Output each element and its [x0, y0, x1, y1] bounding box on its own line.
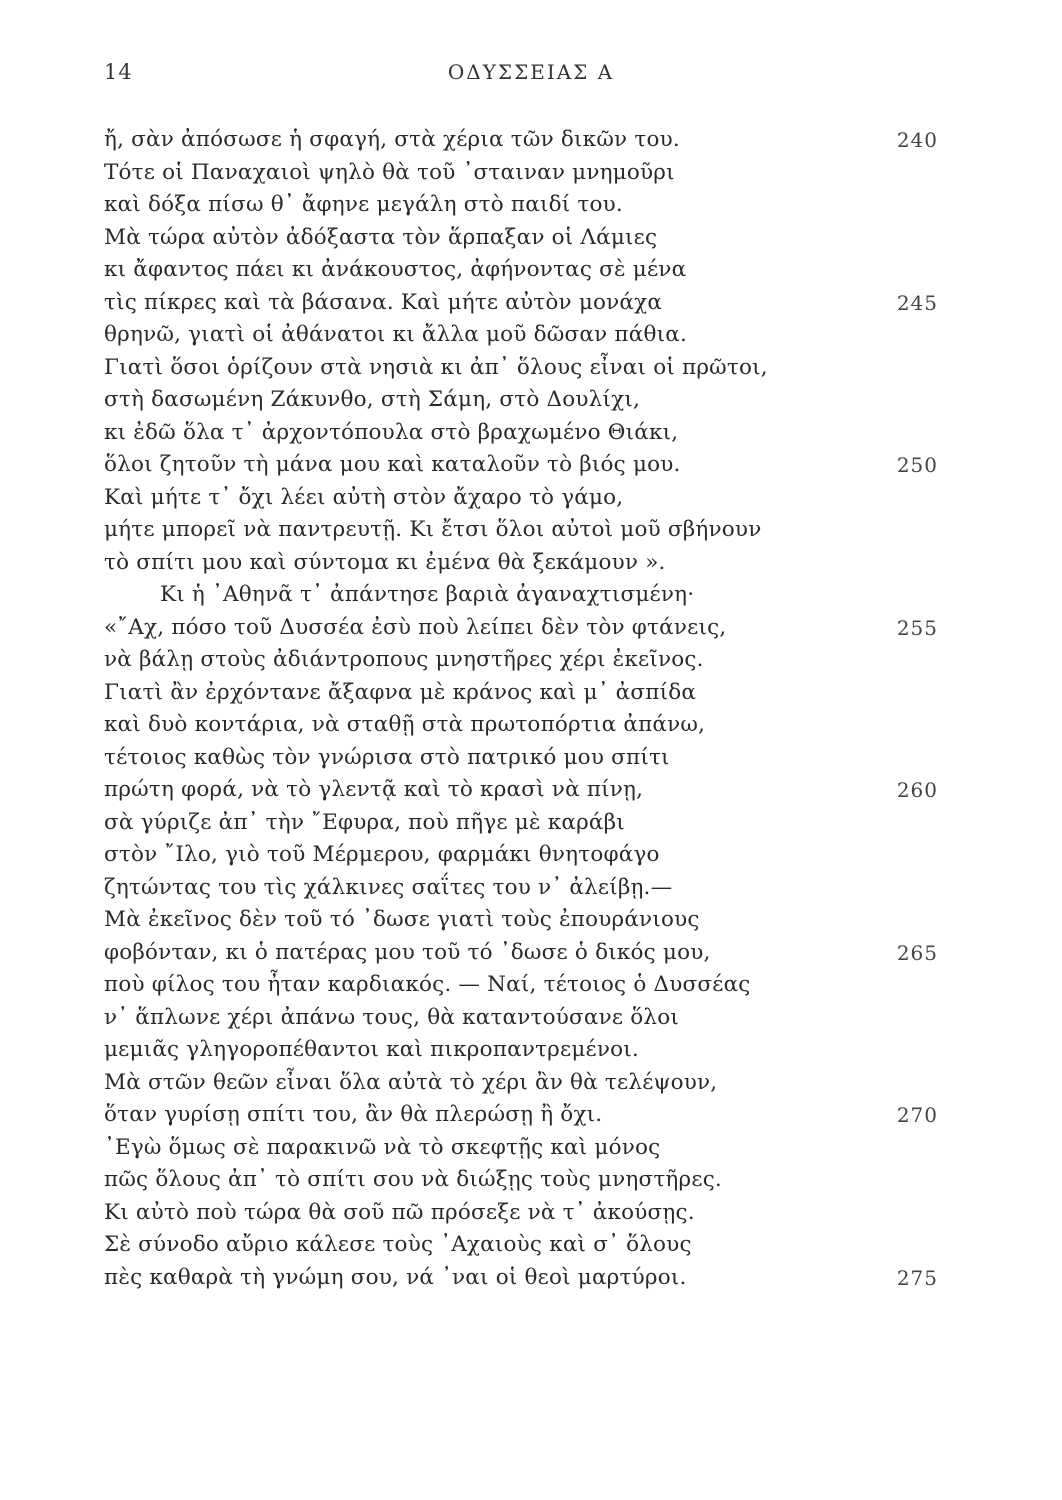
verse-text: κι ἄφαντος πάει κι ἀνάκουστος, ἀφήνοντας σὲ μένα	[104, 257, 687, 282]
verse-text: νὰ βάλῃ στοὺς ἀδιάντροπους μνηστῆρες χέρι ἐκεῖνος.	[104, 647, 704, 672]
verse-line	[104, 157, 944, 190]
verse-line	[104, 1034, 944, 1067]
verse-line	[104, 482, 944, 515]
verse-text: τὸ σπίτι μου καὶ σύντομα κι ἐμένα θὰ ξεκάμουν ».	[104, 549, 666, 575]
verse-line	[104, 1197, 944, 1230]
verse-text: Γιατὶ ὅσοι ὁρίζουν στὰ νησιὰ κι ἀπ᾽ ὅλους εἶναι οἱ πρῶτοι,	[104, 354, 768, 380]
line-number: 240	[896, 128, 938, 152]
verse-text: Γιατὶ ἂν ἐρχόντανε ἄξαφνα μὲ κράνος καὶ μ᾽ ἀσπίδα	[104, 679, 697, 705]
verse-text: Κι αὐτὸ ποὺ τώρα θὰ σοῦ πῶ πρόσεξε νὰ τ᾽ ἀκούσῃς.	[104, 1199, 695, 1225]
book-title: ΟΔΥΣΣΕΙΑΣ Α	[447, 60, 615, 84]
verse-text: μήτε μπορεῖ νὰ παντρευτῇ. Κι ἔτσι ὅλοι αὐτοὶ μοῦ σβήνουν	[104, 517, 762, 542]
line-number: 275	[896, 1265, 938, 1290]
verse-text: τέτοιος καθὼς τὸν γνώρισα στὸ πατρικό μου σπίτι	[104, 744, 670, 770]
page-number: 14	[104, 60, 133, 84]
verse-line	[104, 742, 944, 775]
verse-line	[104, 547, 944, 580]
verse-line	[104, 417, 944, 450]
verse-text: Κι ἡ ᾽Αθηνᾶ τ᾽ ἀπάντησε βαριὰ ἀγαναχτισμένη·	[160, 582, 695, 607]
verse-text: καὶ δυὸ κοντάρια, νὰ σταθῇ στὰ πρωτοπόρτια ἀπάνω,	[104, 712, 706, 737]
verse-text: μεμιᾶς γληγοροπέθαντοι καὶ πικροπαντρεμένοι.	[104, 1037, 639, 1062]
verse-text: Τότε οἱ Παναχαιοὶ ψηλὸ θὰ τοῦ ᾽σταιναν μνημοῦρι	[104, 159, 675, 185]
verse-line	[104, 384, 944, 417]
verse-text: Σὲ σύνοδο αὔριο κάλεσε τοὺς ᾽Αχαιοὺς καὶ σ᾽ ὅλους	[104, 1232, 692, 1257]
verse-line	[104, 1164, 944, 1197]
verse-text: καὶ δόξα πίσω θ᾽ ἄφηνε μεγάλη στὸ παιδί του.	[104, 192, 623, 217]
verse-line	[104, 287, 944, 320]
verse-line	[104, 449, 944, 482]
verse-text: στὸν ῎Ιλο, γιὸ τοῦ Μέρμερου, φαρμάκι θνητοφάγο	[104, 842, 660, 867]
verse-text: φοβόνταν, κι ὁ πατέρας μου τοῦ τό ᾽δωσε ὁ δικός μου,	[104, 939, 711, 965]
verse-line	[104, 222, 944, 255]
verse-line	[104, 969, 944, 1002]
verse-text: πρώτη φορά, νὰ τὸ γλεντᾷ καὶ τὸ κρασὶ νὰ πίνῃ,	[104, 777, 644, 802]
verse-text: τὶς πίκρες καὶ τὰ βάσανα. Καὶ μήτε αὐτὸν μονάχα	[104, 289, 663, 315]
verse-text: πῶς ὅλους ἀπ᾽ τὸ σπίτι σου νὰ διώξῃς τοὺς μνηστῆρες.	[104, 1167, 722, 1192]
line-number: 265	[896, 940, 938, 965]
verse-line	[104, 774, 944, 807]
verse-line	[104, 1099, 944, 1132]
verse-block	[104, 124, 944, 1294]
line-number: 245	[896, 290, 938, 315]
verse-text: Μὰ στῶν θεῶν εἶναι ὅλα αὐτὰ τὸ χέρι ἂν θὰ τελέψουν,	[104, 1069, 718, 1095]
verse-text: σὰ γύριζε ἀπ᾽ τὴν ῎Εφυρα, ποὺ πῆγε μὲ καράβι	[104, 809, 625, 835]
verse-line	[104, 124, 944, 157]
line-number: 250	[896, 453, 938, 477]
verse-line	[104, 709, 944, 742]
verse-line	[104, 644, 944, 677]
verse-text: ὅταν γυρίσῃ σπίτι του, ἂν θὰ πλερώσῃ ἢ ὄχι.	[104, 1102, 603, 1127]
verse-line	[104, 254, 944, 287]
verse-line	[104, 839, 944, 872]
verse-line	[104, 872, 944, 905]
verse-line	[104, 579, 944, 612]
verse-text: ὅλοι ζητοῦν τὴ μάνα μου καὶ καταλοῦν τὸ βιός μου.	[104, 452, 681, 477]
running-head	[0, 60, 1062, 90]
verse-text: Καὶ μήτε τ᾽ ὄχι λέει αὐτὴ στὸν ἄχαρο τὸ γάμο,	[104, 484, 624, 510]
verse-line	[104, 1067, 944, 1100]
line-number: 270	[896, 1103, 938, 1127]
verse-line	[104, 319, 944, 352]
line-number: 255	[896, 615, 938, 640]
verse-line	[104, 1262, 944, 1295]
verse-line	[104, 612, 944, 645]
verse-text: πὲς καθαρὰ τὴ γνώμη σου, νά ᾽ναι οἱ θεοὶ μαρτύροι.	[104, 1264, 687, 1290]
verse-line	[104, 1002, 944, 1035]
verse-line	[104, 904, 944, 937]
verse-text: ν᾽ ἅπλωνε χέρι ἀπάνω τους, θὰ καταντούσανε ὅλοι	[104, 1004, 680, 1030]
verse-text: στὴ δασωμένη Ζάκυνθο, στὴ Σάμη, στὸ Δουλίχι,	[104, 387, 641, 412]
verse-line	[104, 677, 944, 710]
verse-text: ἤ, σὰν ἀπόσωσε ἡ σφαγή, στὰ χέρια τῶν δικῶν του.	[104, 127, 680, 152]
verse-line	[104, 807, 944, 840]
verse-text: Μὰ ἐκεῖνος δὲν τοῦ τό ᾽δωσε γιατὶ τοὺς ἐπουράνιους	[104, 907, 700, 932]
verse-line	[104, 352, 944, 385]
verse-line	[104, 514, 944, 547]
line-number: 260	[896, 778, 938, 802]
verse-text: ποὺ φίλος του ἦταν καρδιακός. — Ναί, τέτοιος ὁ Δυσσέας	[104, 972, 751, 997]
verse-line	[104, 937, 944, 970]
verse-line	[104, 1229, 944, 1262]
verse-text: ᾽Εγὼ ὅμως σὲ παρακινῶ νὰ τὸ σκεφτῇς καὶ μόνος	[104, 1134, 661, 1160]
verse-text: ζητώντας του τὶς χάλκινες σαΐτες του ν᾽ ἀλείβῃ.—	[104, 874, 673, 900]
verse-text: θρηνῶ, γιατὶ οἱ ἀθάνατοι κι ἄλλα μοῦ δῶσαν πάθια.	[104, 322, 687, 347]
verse-line	[104, 189, 944, 222]
verse-text: Μὰ τώρα αὐτὸν ἀδόξαστα τὸν ἅρπαξαν οἱ Λάμιες	[104, 224, 658, 250]
verse-text: κι ἐδῶ ὅλα τ᾽ ἀρχοντόπουλα στὸ βραχωμένο Θιάκι,	[104, 419, 679, 445]
verse-text: «῎Αχ, πόσο τοῦ Δυσσέα ἐσὺ ποὺ λείπει δὲν τὸν φτάνεις,	[104, 614, 727, 640]
verse-line	[104, 1132, 944, 1165]
